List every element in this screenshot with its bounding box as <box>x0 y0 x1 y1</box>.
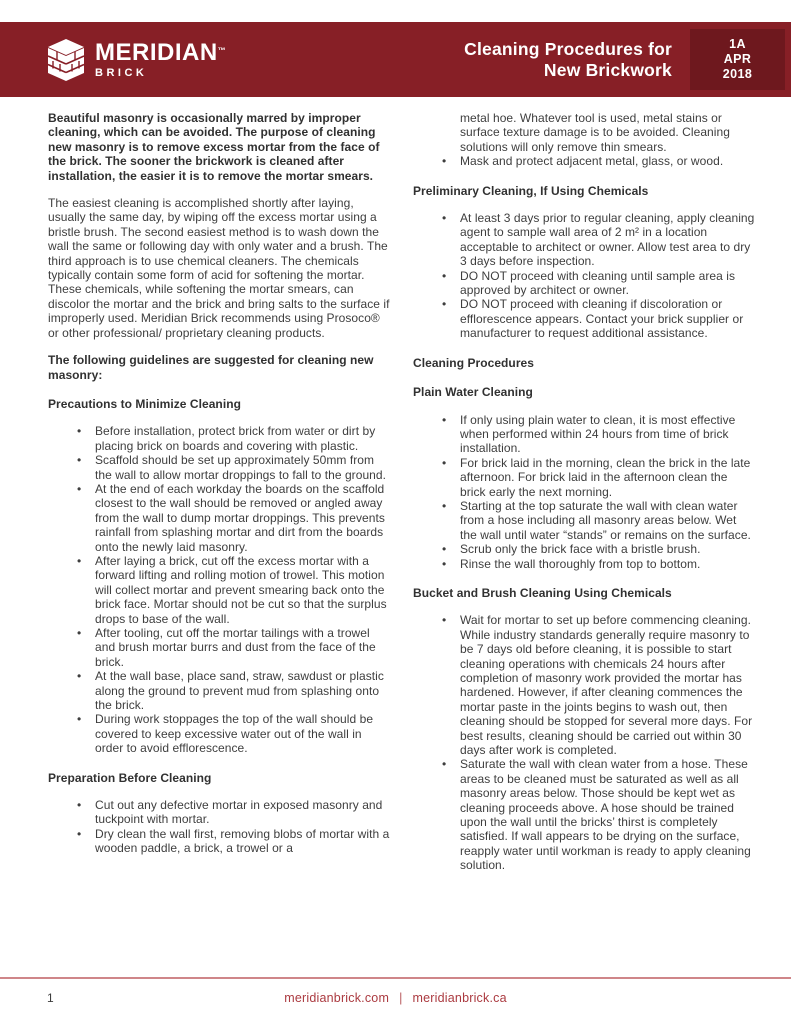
right-column <box>413 111 755 886</box>
list-item: • At the wall base, place sand, straw, sawdust or plastic along the ground to prevent mud from splashing onto the brick. <box>75 669 390 712</box>
page-number: 1 <box>47 991 54 1005</box>
list-item: • Scaffold should be set up approximately 50mm from the wall to allow mortar droppings to fall to the ground. <box>75 453 390 482</box>
list-item: • Mask and protect adjacent metal, glass, or wood. <box>440 154 755 168</box>
list-item: • Cut out any defective mortar in exposed masonry and tuckpoint with mortar. <box>75 798 390 827</box>
doc-month: APR <box>723 52 752 66</box>
list-item: • DO NOT proceed with cleaning until sample area is approved by architect or owner. <box>440 269 755 298</box>
heading-preparation: Preparation Before Cleaning <box>48 770 212 785</box>
heading-preliminary-cleaning: Preliminary Cleaning, If Using Chemicals <box>413 183 649 198</box>
list-item: • For brick laid in the morning, clean the brick in the late afternoon. For brick laid in the afternoon clean the brick early the next morning. <box>440 456 755 499</box>
intro-paragraph: Beautiful masonry is occasionally marred by improper cleaning, which can be avoided. The purpose of cleaning new masonry is to remove excess mortar from the face of the brick. The sooner the brickwork is cleaned after installation, the easier it is to remove the mortar smears. <box>48 111 380 183</box>
document-title-line1: Cleaning Procedures for <box>464 38 672 59</box>
list-item: • Before installation, protect brick from water or dirt by placing brick on boards and covering with plastic. <box>75 424 390 453</box>
document-code-badge <box>690 29 785 90</box>
doc-year: 2018 <box>722 67 753 81</box>
footer-links <box>0 991 791 1005</box>
trademark-symbol: ™ <box>217 45 227 55</box>
list-item: • After laying a brick, cut off the excess mortar with a forward lifting and rolling motion of trowel. This motion will collect mortar and prevent smearing back onto the brick face. Mortar should not be cut so that the surplus drops to base of the wall. <box>75 554 390 626</box>
precautions-list <box>48 424 390 755</box>
heading-cleaning-procedures: Cleaning Procedures <box>413 355 534 370</box>
document-title <box>464 39 672 81</box>
list-item: • Saturate the wall with clean water from a hose. These areas to be cleaned must be saturated as well as all masonry areas below. Those should be kept wet as cleaning proceeds above. A hose should be trained upon the wall until the bricks’ thirst is completely satisfied. If wall appears to be drying on the surface, reapply water until workman is ready to apply cleaning solution. <box>440 757 755 872</box>
header-band <box>0 22 791 97</box>
plain-water-list <box>413 413 755 571</box>
heading-precautions: Precautions to Minimize Cleaning <box>48 396 241 411</box>
list-item: • If only using plain water to clean, it is most effective when performed within 24 hours from time of brick installation. <box>440 413 755 456</box>
footer-divider <box>0 977 791 979</box>
list-item: • At the end of each workday the boards on the scaffold closest to the wall should be removed or angled away from the wall to dump mortar droppings. This prevents rainfall from splashing mortar and dirt from the boards onto the newly laid masonry. <box>75 482 390 554</box>
left-column <box>48 111 390 886</box>
footer-link-separator: | <box>399 991 403 1005</box>
list-item: • During work stoppages the top of the wall should be covered to keep excessive water out of the wall in order to avoid efflorescence. <box>75 712 390 755</box>
list-item: • Scrub only the brick face with a bristle brush. <box>440 542 755 556</box>
list-item: • DO NOT proceed with cleaning if discoloration or efflorescence appears. Contact your brick supplier or manufacturer to request additional assistance. <box>440 297 755 340</box>
list-item: • Dry clean the wall first, removing blobs of mortar with a wooden paddle, a brick, a trowel or a <box>75 827 390 856</box>
preliminary-list <box>413 211 755 341</box>
continuation-paragraph: metal hoe. Whatever tool is used, metal stains or surface texture damage is to be avoided. Cleaning solutions will only remove thin smears. <box>460 111 730 154</box>
list-item: • Rinse the wall thoroughly from top to bottom. <box>440 557 755 571</box>
heading-bucket-brush: Bucket and Brush Cleaning Using Chemicals <box>413 585 672 600</box>
list-item: • At least 3 days prior to regular cleaning, apply cleaning agent to sample wall area of 2 m² in a location acceptable to architect or owner. Allow test area to dry 3 days before inspection. <box>440 211 755 269</box>
preparation-list <box>48 798 390 856</box>
heading-plain-water: Plain Water Cleaning <box>413 385 533 400</box>
footer-link-com[interactable]: meridianbrick.com <box>284 991 390 1005</box>
guidelines-paragraph: The following guidelines are suggested for cleaning new masonry: <box>48 353 374 382</box>
document-body <box>48 111 755 886</box>
brand-name: MERIDIAN™ <box>95 38 227 66</box>
brand-logo <box>46 37 226 83</box>
body-paragraph: The easiest cleaning is accomplished shortly after laying, usually the same day, by wiping off the excess mortar using a bristle brush. The second easiest method is to wash down the wall the same or following day with only water and a brush. The third approach is to use chemical cleaners. The chemicals typically contain some form of acid for softening the mortar. These chemicals, while softening the mortar smears, can discolor the mortar and the brick and bring salts to the surface if improperly used. Meridian Brick recommends using Prosoco® or other professional/ proprietary cleaning products. <box>48 196 390 340</box>
list-item: • Wait for mortar to set up before commencing cleaning. While industry standards generally require masonry to be 7 days old before cleaning, it is possible to start cleaning operations with chemicals 24 hours after completion of masonry work provided the mortar has hardened. However, if after cleaning commences the mortar paste in the joints begins to wash out, then cleaning should be stopped for several more days. For best results, cleaning should be carried out within 30 days after work is completed. <box>440 613 755 757</box>
doc-code: 1A <box>729 37 746 51</box>
brand-subtitle: BRICK <box>95 66 148 79</box>
list-item: • After tooling, cut off the mortar tailings with a trowel and brush mortar burrs and dust from the face of the brick. <box>75 626 390 669</box>
brand-wordmark <box>95 38 227 79</box>
list-item: • Starting at the top saturate the wall with clean water from a hose including all masonry areas below. Wet the wall until water “stands” or remains on the surface. <box>440 499 755 542</box>
footer-link-ca[interactable]: meridianbrick.ca <box>412 991 507 1005</box>
document-title-line2: New Brickwork <box>543 59 672 80</box>
mask-list <box>413 154 755 168</box>
bucket-brush-list <box>413 613 755 872</box>
brick-building-icon <box>46 37 86 83</box>
